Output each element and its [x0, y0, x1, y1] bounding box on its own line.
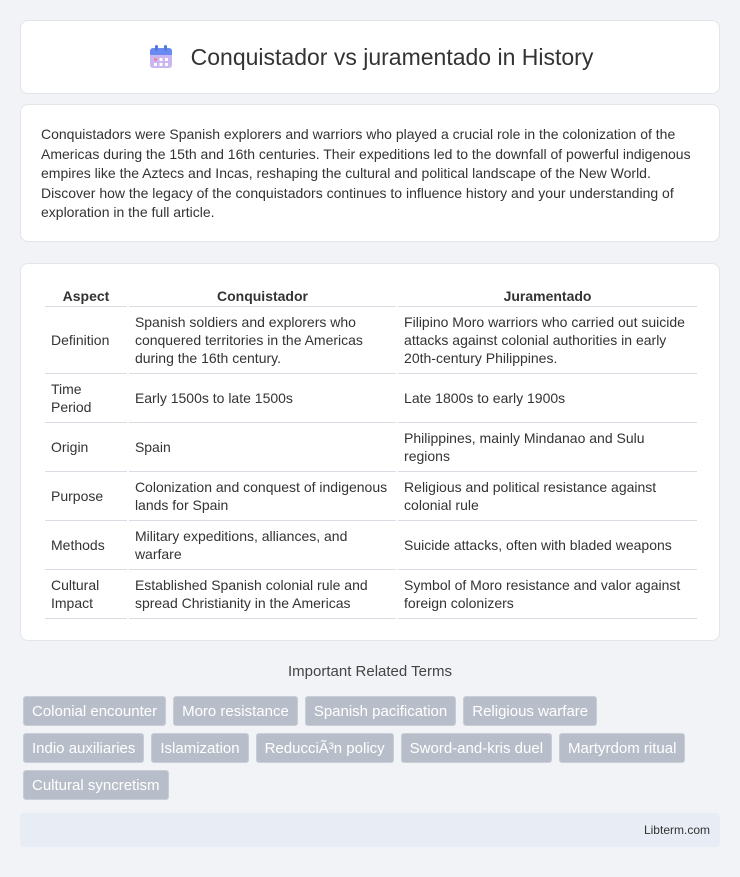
- row-aspect: Origin: [45, 423, 127, 472]
- related-term-tag[interactable]: Sword-and-kris duel: [401, 733, 552, 763]
- row-juramentado: Filipino Moro warriors who carried out suicide attacks against colonial authorities in early 20th-century Philippines.: [398, 307, 697, 374]
- row-juramentado: Symbol of Moro resistance and valor against foreign colonizers: [398, 570, 697, 619]
- table-row: [45, 472, 697, 521]
- related-term-tag[interactable]: Cultural syncretism: [23, 770, 169, 800]
- table-row: [45, 570, 697, 619]
- row-aspect: Time Period: [45, 374, 127, 423]
- intro-card: [20, 104, 720, 242]
- table-header-row: [45, 284, 697, 307]
- header-card: [20, 20, 720, 94]
- header-conquistador: Conquistador: [129, 284, 396, 307]
- related-terms-list: [23, 696, 723, 800]
- row-conquistador: Military expeditions, alliances, and warfare: [129, 521, 396, 570]
- footer-site-link[interactable]: Libterm.com: [643, 823, 710, 837]
- related-term-tag[interactable]: Indio auxiliaries: [23, 733, 144, 763]
- related-term-tag[interactable]: ReducciÃ³n policy: [256, 733, 394, 763]
- row-aspect: Methods: [45, 521, 127, 570]
- related-term-tag[interactable]: Religious warfare: [463, 696, 597, 726]
- page-title: Conquistador vs juramentado in History: [190, 43, 594, 70]
- row-aspect: Cultural Impact: [45, 570, 127, 619]
- comparison-table: [43, 284, 699, 619]
- table-row: [45, 521, 697, 570]
- row-aspect: Definition: [45, 307, 127, 374]
- related-term-tag[interactable]: Martyrdom ritual: [559, 733, 685, 763]
- comparison-table-card: [20, 263, 720, 641]
- header: [147, 43, 594, 71]
- related-term-tag[interactable]: Colonial encounter: [23, 696, 166, 726]
- related-term-tag[interactable]: Spanish pacification: [305, 696, 456, 726]
- footer: [20, 813, 720, 847]
- intro-text: Conquistadors were Spanish explorers and warriors who played a crucial role in the colonization of the Americas during the 15th and 16th centuries. Their expeditions led to the downfall of powerful indigenous empires like the Aztecs and Incas, reshaping the cultural and political landscape of the New World. Discover how the legacy of the conquistadors continues to influence history and your understanding of exploration in the full article.: [41, 126, 691, 220]
- row-aspect: Purpose: [45, 472, 127, 521]
- row-conquistador: Colonization and conquest of indigenous lands for Spain: [129, 472, 396, 521]
- table-row: [45, 307, 697, 374]
- table-row: [45, 374, 697, 423]
- row-conquistador: Established Spanish colonial rule and spread Christianity in the Americas: [129, 570, 396, 619]
- row-conquistador: Spain: [129, 423, 396, 472]
- row-juramentado: Suicide attacks, often with bladed weapons: [398, 521, 697, 570]
- row-conquistador: Spanish soldiers and explorers who conquered territories in the Americas during the 16th century.: [129, 307, 396, 374]
- calendar-icon: [147, 43, 175, 71]
- related-terms-title: Important Related Terms: [288, 663, 452, 680]
- table-row: [45, 423, 697, 472]
- related-term-tag[interactable]: Islamization: [151, 733, 248, 763]
- header-aspect: Aspect: [45, 284, 127, 307]
- row-conquistador: Early 1500s to late 1500s: [129, 374, 396, 423]
- row-juramentado: Philippines, mainly Mindanao and Sulu regions: [398, 423, 697, 472]
- row-juramentado: Religious and political resistance against colonial rule: [398, 472, 697, 521]
- header-juramentado: Juramentado: [398, 284, 697, 307]
- row-juramentado: Late 1800s to early 1900s: [398, 374, 697, 423]
- related-term-tag[interactable]: Moro resistance: [173, 696, 298, 726]
